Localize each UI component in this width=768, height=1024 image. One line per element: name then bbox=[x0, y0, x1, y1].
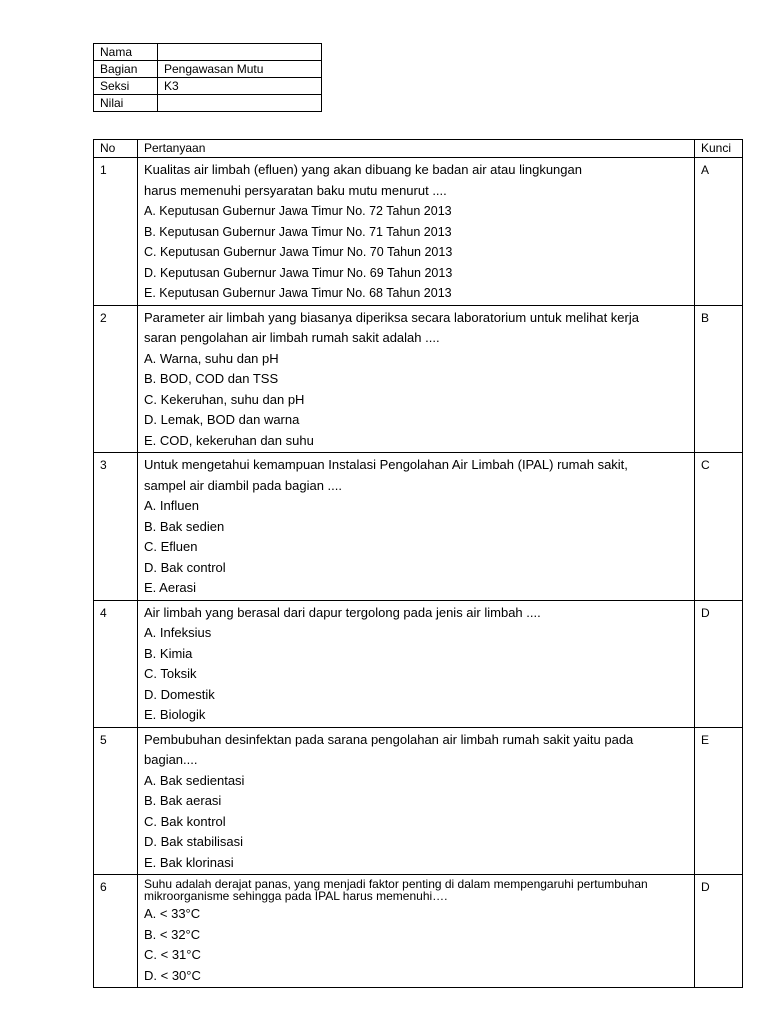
answer-key: D bbox=[695, 600, 743, 727]
answer-option: A. < 33°C bbox=[144, 906, 201, 921]
question-row bbox=[94, 158, 743, 306]
info-row-nilai bbox=[94, 95, 322, 112]
answer-option: A. Warna, suhu dan pH bbox=[144, 350, 279, 366]
question-text: Untuk mengetahui kemampuan Instalasi Pengolahan Air Limbah (IPAL) rumah sakit, bbox=[144, 457, 628, 472]
answer-key: C bbox=[695, 453, 743, 601]
answer-option: E. COD, kekeruhan dan suhu bbox=[144, 432, 314, 448]
student-info-table bbox=[93, 43, 322, 112]
answer-key: E bbox=[695, 727, 743, 875]
answer-option: C. Bak kontrol bbox=[144, 813, 226, 829]
question-cell bbox=[138, 875, 695, 988]
info-value: K3 bbox=[158, 78, 322, 95]
answer-option: C. Keputusan Gubernur Jawa Timur No. 70 Tahun 2013 bbox=[144, 245, 453, 259]
question-cell bbox=[138, 727, 695, 875]
question-text: Suhu adalah derajat panas, yang menjadi faktor penting di dalam mempengaruhi pertumbuhan bbox=[144, 877, 648, 891]
question-cell bbox=[138, 158, 695, 306]
question-table-header bbox=[94, 140, 743, 158]
question-cell bbox=[138, 453, 695, 601]
header-question: Pertanyaan bbox=[138, 140, 695, 158]
question-number: 4 bbox=[94, 600, 138, 727]
answer-option: A. Keputusan Gubernur Jawa Timur No. 72 Tahun 2013 bbox=[144, 204, 452, 218]
info-label: Nilai bbox=[94, 95, 158, 112]
answer-option: B. Kimia bbox=[144, 645, 193, 661]
question-row bbox=[94, 453, 743, 601]
question-text: mikroorganisme sehingga pada IPAL harus memenuhi…. bbox=[144, 889, 448, 903]
answer-key: B bbox=[695, 305, 743, 453]
info-value: Pengawasan Mutu bbox=[158, 61, 322, 78]
question-number: 1 bbox=[94, 158, 138, 306]
question-number: 2 bbox=[94, 305, 138, 453]
answer-option: D. Bak stabilisasi bbox=[144, 834, 243, 849]
info-row-bagian bbox=[94, 61, 322, 78]
answer-option: C. Efluen bbox=[144, 539, 198, 554]
info-row-nama bbox=[94, 44, 322, 61]
question-number: 5 bbox=[94, 727, 138, 875]
answer-option: A. Bak sedientasi bbox=[144, 772, 245, 788]
header-no: No bbox=[94, 140, 138, 158]
answer-option: D. Lemak, BOD dan warna bbox=[144, 412, 300, 427]
answer-option: C. Toksik bbox=[144, 666, 197, 681]
question-text: Air limbah yang berasal dari dapur tergolong pada jenis air limbah .... bbox=[144, 604, 541, 620]
answer-key: A bbox=[695, 158, 743, 306]
answer-option: B. Keputusan Gubernur Jawa Timur No. 71 Tahun 2013 bbox=[144, 224, 452, 239]
question-row bbox=[94, 600, 743, 727]
question-number: 3 bbox=[94, 453, 138, 601]
answer-option: A. Infeksius bbox=[144, 625, 212, 640]
question-cell bbox=[138, 305, 695, 453]
answer-option: D. Bak control bbox=[144, 559, 226, 575]
question-text: bagian.... bbox=[144, 752, 198, 767]
question-text: Pembubuhan desinfektan pada sarana pengolahan air limbah rumah sakit yaitu pada bbox=[144, 731, 634, 747]
info-row-seksi bbox=[94, 78, 322, 95]
info-value bbox=[158, 44, 322, 61]
answer-option: B. Bak sedien bbox=[144, 518, 225, 534]
answer-option: D. Domestik bbox=[144, 686, 215, 702]
question-number: 6 bbox=[94, 875, 138, 988]
question-text: harus memenuhi persyaratan baku mutu menurut .... bbox=[144, 182, 447, 198]
answer-option: E. Aerasi bbox=[144, 580, 197, 595]
question-text: saran pengolahan air limbah rumah sakit adalah .... bbox=[144, 330, 440, 345]
header-key: Kunci bbox=[695, 140, 743, 158]
answer-option: B. Bak aerasi bbox=[144, 793, 222, 808]
answer-option: B. BOD, COD dan TSS bbox=[144, 371, 279, 386]
question-text: sampel air diambil pada bagian .... bbox=[144, 477, 343, 493]
info-value bbox=[158, 95, 322, 112]
info-label: Seksi bbox=[94, 78, 158, 95]
info-label: Bagian bbox=[94, 61, 158, 78]
answer-option: E. Bak klorinasi bbox=[144, 854, 234, 870]
answer-option: E. Biologik bbox=[144, 707, 206, 722]
answer-option: B. < 32°C bbox=[144, 926, 201, 942]
answer-option: E. Keputusan Gubernur Jawa Timur No. 68 Tahun 2013 bbox=[144, 286, 452, 300]
answer-option: A. Influen bbox=[144, 498, 199, 513]
question-table bbox=[93, 139, 743, 988]
info-label: Nama bbox=[94, 44, 158, 61]
answer-option: D. Keputusan Gubernur Jawa Timur No. 69 Tahun 2013 bbox=[144, 265, 453, 280]
answer-option: C. < 31°C bbox=[144, 947, 201, 962]
question-row bbox=[94, 727, 743, 875]
answer-option: C. Kekeruhan, suhu dan pH bbox=[144, 391, 305, 407]
question-row bbox=[94, 875, 743, 988]
question-text: Parameter air limbah yang biasanya diperiksa secara laboratorium untuk melihat kerja bbox=[144, 309, 639, 325]
question-row bbox=[94, 305, 743, 453]
answer-key: D bbox=[695, 875, 743, 988]
question-text: Kualitas air limbah (efluen) yang akan dibuang ke badan air atau lingkungan bbox=[144, 162, 582, 177]
question-cell bbox=[138, 600, 695, 727]
answer-option: D. < 30°C bbox=[144, 967, 201, 983]
